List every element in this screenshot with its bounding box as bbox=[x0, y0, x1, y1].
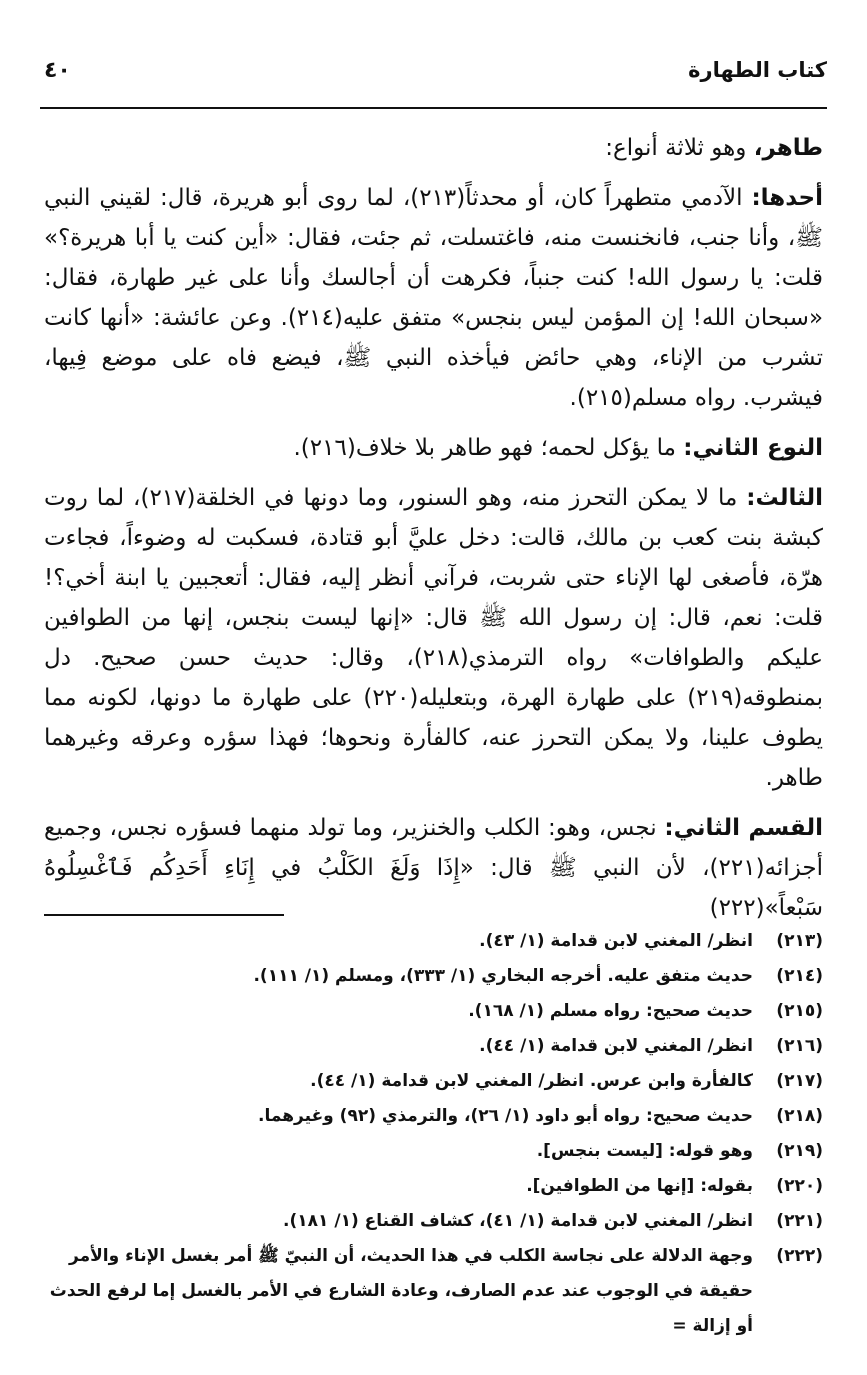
paragraph-body: وهو ثلاثة أنواع: bbox=[605, 135, 754, 161]
paragraph-body: ما لا يمكن التحرز منه، وهو السنور، وما دونها في الخلقة(٢١٧)، لما روت كبشة بنت كعب بن مالك، قالت: دخل عليَّ أبو قتادة، فسكبت له وضوءاً، فجاءت هرّة، فأصغى لها الإناء حتى شربت، فرآني أنظر إليه، فقال: أتعجبين يا ابنة أخي؟! قلت: نعم، قال: إن رسول الله ﷺ قال: «إنها ليست بنجس، إنها من الطوافين عليكم والطوافات» رواه الترمذي(٢١٨)، وقال: حديث حسن صحيح. دل بمنطوقه(٢١٩) على طهارة الهرة، وبتعليله(٢٢٠) على طهارة ما دونها، لكونه مما يطوف علينا، ولا يمكن التحرز عنه، كالفأرة ونحوها؛ فهذا سؤره وعرقه وغيرهما طاهر. bbox=[44, 485, 823, 791]
footnote-number: (٢١٦) bbox=[776, 1036, 823, 1056]
paragraph-heading: أحدها: bbox=[751, 185, 823, 211]
paragraph-heading: الثالث: bbox=[746, 485, 824, 511]
footnote-text: بقوله: [إنها من الطوافين]. bbox=[526, 1176, 753, 1196]
footnote-text: كالفأرة وابن عرس. انظر/ المغني لابن قدامة (١/ ٤٤). bbox=[310, 1071, 753, 1091]
footnote-number: (٢٢٠) bbox=[776, 1176, 823, 1196]
footnote-text: وجهة الدلالة على نجاسة الكلب في هذا الحديث، أن النبيّ ﷺ أمر بغسل الإناء والأمر حقيقة في الوجوب عند عدم الصارف، وعادة الشارع في الأمر بالغسل إما لرفع الحدث أو إزالة = bbox=[49, 1246, 753, 1336]
footnote bbox=[44, 1064, 823, 1099]
footnote-text: انظر/ المغني لابن قدامة (١/ ٤٣). bbox=[479, 931, 753, 951]
footnote bbox=[44, 1204, 823, 1239]
footnote-text: حديث صحيح: رواه أبو داود (١/ ٢٦)، والترمذي (٩٢) وغيرهما. bbox=[258, 1106, 753, 1126]
page-header bbox=[40, 58, 827, 96]
footnote-text: حديث صحيح: رواه مسلم (١/ ١٦٨). bbox=[468, 1001, 753, 1021]
paragraph-body: نجس، وهو: الكلب والخنزير، وما تولد منهما فسؤره نجس، وجميع أجزائه(٢٢١)، لأن النبي ﷺ قال: «إِذَا وَلَغَ الكَلْبُ في إِنَاءِ أَحَدِكُم فَٱغْسِلُوهُ سَبْعاً»(٢٢٢) bbox=[44, 815, 823, 921]
footnote-number: (٢٢١) bbox=[776, 1211, 823, 1231]
footnote bbox=[44, 959, 823, 994]
footnote-text: حديث متفق عليه. أخرجه البخاري (١/ ٣٣٣)، ومسلم (١/ ١١١). bbox=[253, 966, 753, 986]
book-title: كتاب الطهارة bbox=[688, 58, 827, 82]
paragraph-third-type bbox=[44, 478, 823, 798]
paragraph-second-section bbox=[44, 808, 823, 928]
footnote bbox=[44, 1169, 823, 1204]
footnote bbox=[44, 1239, 823, 1344]
paragraph-body: الآدمي متطهراً كان، أو محدثاً(٢١٣)، لما روى أبو هريرة، قال: لقيني النبي ﷺ، وأنا جنب، فانخنست منه، فاغتسلت، ثم جئت، فقال: «أين كنت يا أبا هريرة؟» قلت: يا رسول الله! كنت جنباً، فكرهت أن أجالسك وأنا على غير طهارة، فقال: «سبحان الله! إن المؤمن ليس بنجس» متفق عليه(٢١٤). وعن عائشة: «أنها كانت تشرب من الإناء، وهي حائض فيأخذه النبي ﷺ، فيضع فاه على موضع فِيها، فيشرب. رواه مسلم(٢١٥). bbox=[44, 185, 824, 411]
footnote-number: (٢١٨) bbox=[776, 1106, 823, 1126]
paragraph-body: ما يؤكل لحمه؛ فهو طاهر بلا خلاف(٢١٦). bbox=[293, 435, 684, 461]
footnotes bbox=[44, 924, 823, 1344]
paragraph-second-type bbox=[44, 428, 823, 468]
header-divider bbox=[40, 107, 827, 109]
main-text bbox=[44, 128, 823, 938]
footnote-number: (٢١٧) bbox=[776, 1071, 823, 1091]
paragraph-first-type bbox=[44, 178, 823, 418]
footnote-number: (٢١٥) bbox=[776, 1001, 823, 1021]
footnote-text: وهو قوله: [ليست بنجس]. bbox=[536, 1141, 753, 1161]
footnote-text: انظر/ المغني لابن قدامة (١/ ٤١)، كشاف القناع (١/ ١٨١). bbox=[283, 1211, 753, 1231]
paragraph-heading: طاهر، bbox=[753, 135, 823, 161]
footnote-number: (٢٢٢) bbox=[776, 1246, 823, 1266]
paragraph-heading: النوع الثاني: bbox=[683, 435, 823, 461]
footnote-number: (٢١٤) bbox=[776, 966, 823, 986]
page-number: ٤٠ bbox=[44, 58, 71, 83]
footnote-number: (٢١٣) bbox=[776, 931, 823, 951]
footnote bbox=[44, 1099, 823, 1134]
paragraph-heading: القسم الثاني: bbox=[664, 815, 823, 841]
footnote bbox=[44, 1134, 823, 1169]
footnote-text: انظر/ المغني لابن قدامة (١/ ٤٤). bbox=[479, 1036, 753, 1056]
footnote-number: (٢١٩) bbox=[776, 1141, 823, 1161]
paragraph-pure-intro bbox=[44, 128, 823, 168]
footnote bbox=[44, 924, 823, 959]
footnote-divider bbox=[44, 914, 284, 916]
footnote bbox=[44, 1029, 823, 1064]
footnote bbox=[44, 994, 823, 1029]
